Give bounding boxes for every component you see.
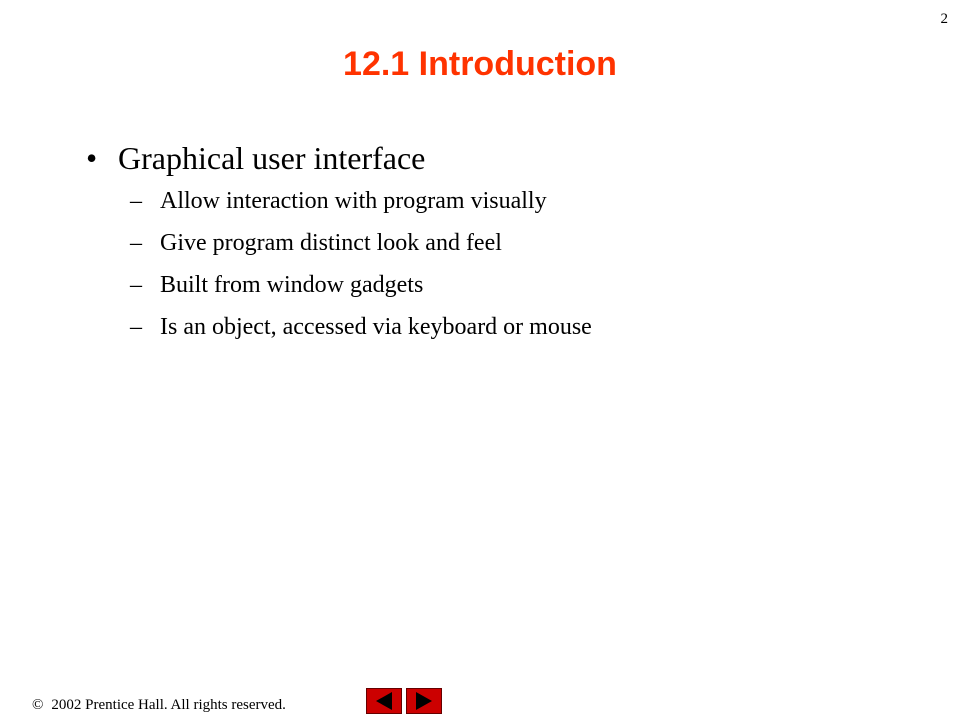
sub-bullet-text: Is an object, accessed via keyboard or mouse [160,314,592,340]
dash-symbol: – [130,272,142,298]
sub-bullet-item [130,313,592,355]
bullet-text: Graphical user interface [118,140,426,176]
next-slide-button[interactable] [406,688,442,714]
page-number: 2 [940,11,948,27]
sub-bullet-item [130,271,592,313]
dash-symbol: – [130,230,142,256]
copyright-symbol: © [32,697,44,713]
sub-bullet-item [130,187,592,229]
copyright-footer [32,695,286,715]
dash-symbol: – [130,188,142,214]
dash-symbol: – [130,314,142,340]
bullet-item [86,136,425,180]
previous-slide-button[interactable] [366,688,402,714]
left-arrow-icon [367,689,401,713]
sub-bullet-item [130,229,592,271]
slide-title: 12.1 Introduction [343,45,617,83]
sub-bullet-text: Allow interaction with program visually [160,188,547,214]
sub-bullet-text: Built from window gadgets [160,272,424,298]
sub-bullet-list [130,187,592,355]
sub-bullet-text: Give program distinct look and feel [160,230,502,256]
bullet-symbol: • [86,140,98,176]
right-arrow-icon [407,689,441,713]
copyright-text: 2002 Prentice Hall. All rights reserved. [51,697,286,713]
